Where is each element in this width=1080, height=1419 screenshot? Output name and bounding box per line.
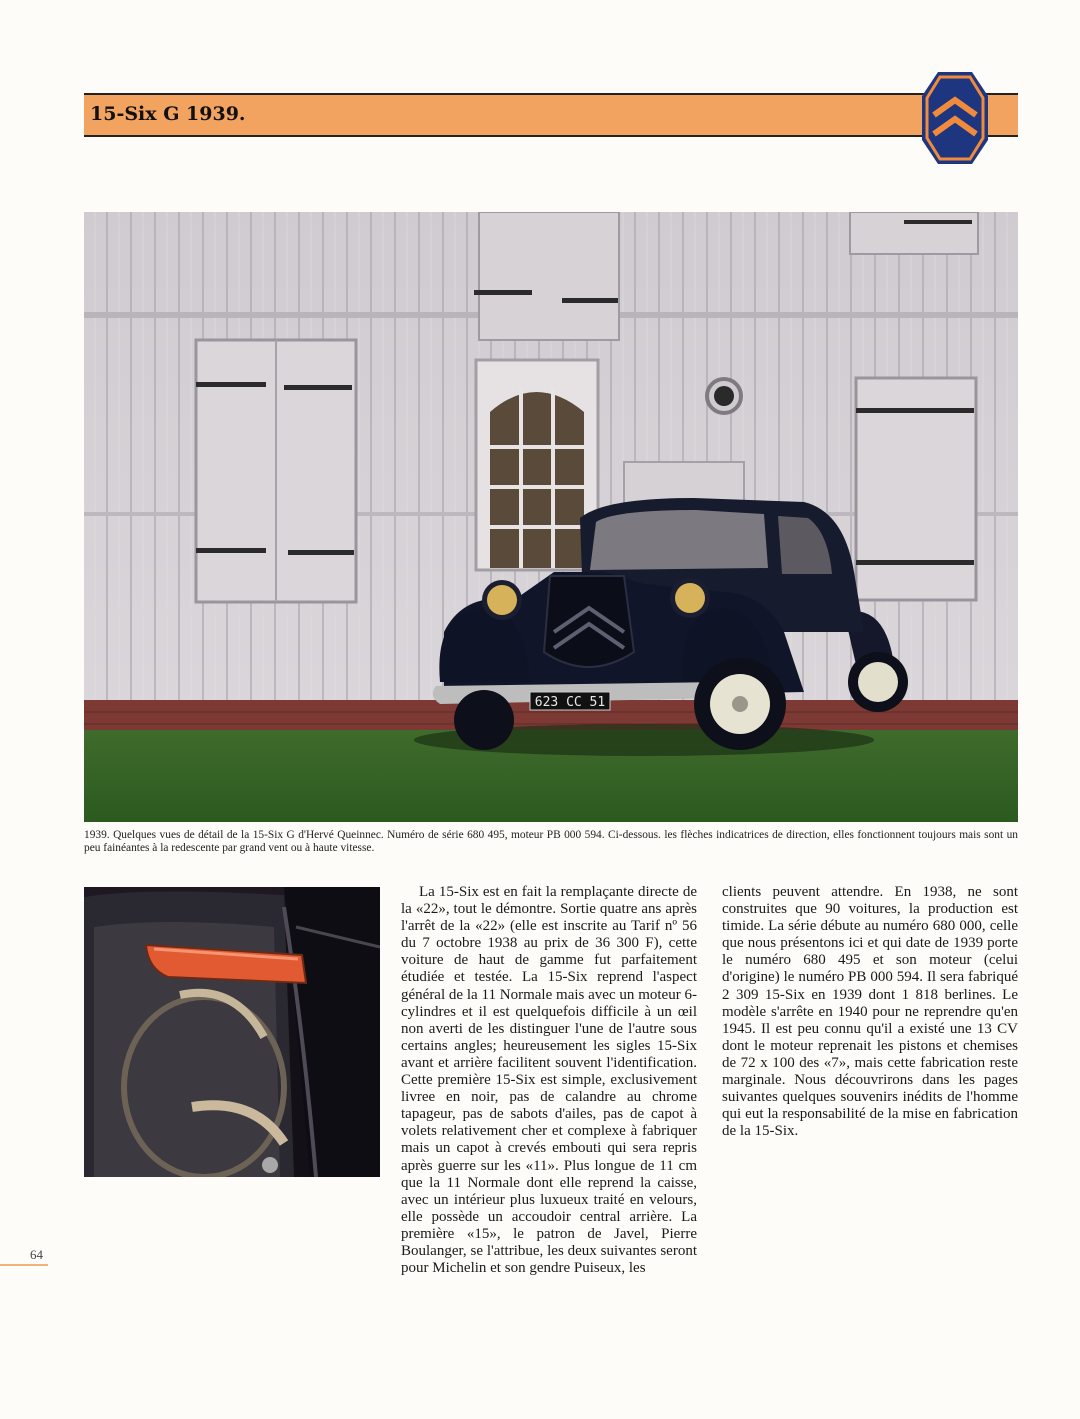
page-number-rule bbox=[0, 1264, 48, 1266]
article-paragraph: La 15-Six est en fait la remplaçante directe de la «22», tout le démontre. Sortie quatre ans après l'arrêt de la «22» (elle est inscrite au Tarif nº 56 du 7 octobre 1938 au prix de 36 300 F), cette voiture de haut de gamme fut parfaitement étudiée et testée. La 15-Six reprend l'aspect général de la 11 Normale mais avec un moteur 6-cylindres et il est quelquefois difficile à un œil non averti de les distinguer l'une de l'autre sous certains angles; heureusement les sigles 15-Six avant et arrière facilitent souvent l'identification. Cette première 15-Six est simple, exclusivement livree en noir, pas de calandre au chrome tapageur, pas de sabots d'ailes, pas de capot à volets relativement cher et complexe à fabriquer mais un capot à crevés embouti qui sera repris après guerre sur les «11». Plus longue de 11 cm que la 11 Normale dont elle reprend la caisse, avec un intérieur plus luxueux traité en velours, elle possède un accoudoir central arrière. La première «15», le patron de Javel, Pierre Boulanger, se l'attribue, les deux suivantes seront pour Michelin et son gendre Puiseux, les bbox=[401, 884, 697, 1277]
article-paragraph-continued: clients peuvent attendre. En 1938, ne sont construites que 90 voitures, la production est timide. La série débute au numéro 680 000, celle que nous présentons ici et qui date de 1939 porte le numéro 680 495 et son moteur (celui d'origine) le numéro PB 000 594. Il sera fabriqué 2 309 15-Six en 1939 dont 1 818 berlines. Le modèle s'arrête en 1940 pour ne reprendre qu'en 1945. Il est peu connu qu'il a existé une 13 CV dont le moteur reprenait les pistons et chemises de 72 x 100 des «7», mais cette fabrication reste marginale. Nous découvrirons dans les pages suivantes quelques souvenirs inédits de l'homme qui eut la responsabilité de la mise en fabrication de la 15-Six. bbox=[722, 884, 1018, 1140]
main-car-photo bbox=[84, 212, 1018, 822]
black-citroen-15-six-car-photo bbox=[84, 212, 1018, 822]
header-band bbox=[84, 93, 1018, 137]
turn-signal-indicator-detail-photo bbox=[84, 887, 380, 1177]
license-plate: 623 CC 51 bbox=[534, 695, 606, 710]
citroen-double-chevron-icon bbox=[920, 70, 990, 166]
article-column-2 bbox=[722, 884, 1018, 1140]
article-column-1 bbox=[401, 884, 697, 1277]
page-title: 15-Six G 1939. bbox=[90, 103, 246, 125]
page-number: 64 bbox=[30, 1247, 43, 1262]
detail-photo bbox=[84, 887, 380, 1177]
photo-caption: 1939. Quelques vues de détail de la 15-Six G d'Hervé Queinnec. Numéro de série 680 495, moteur PB 000 594. Ci-dessous. les flèches indicatrices de direction, elles fonctionnent toujours mais sont un peu fainéantes à la redescente par grand vent ou à haute vitesse. bbox=[84, 829, 1018, 854]
